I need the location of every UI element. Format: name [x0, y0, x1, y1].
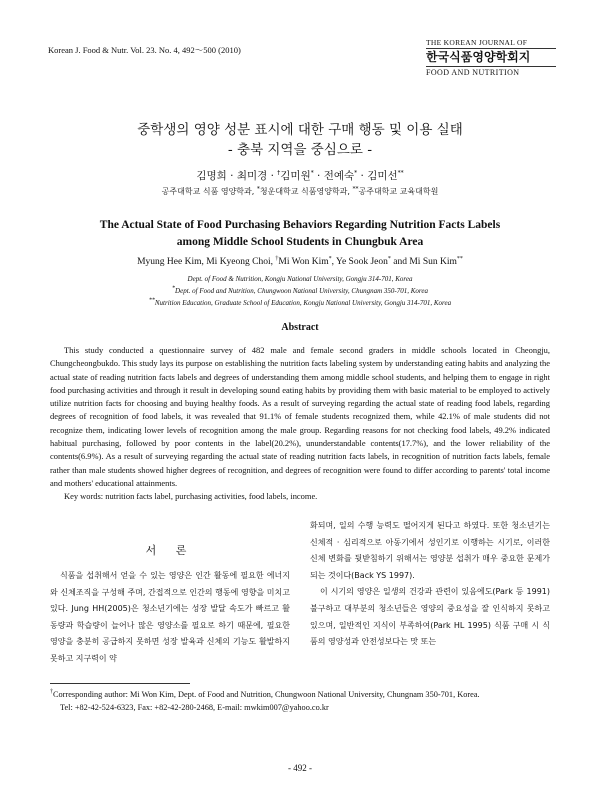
author-ko: 최미경: [236, 170, 268, 182]
author-ko: 전예숙: [323, 170, 355, 182]
author-en: , Ye Sook Jeon: [331, 257, 388, 267]
abstract-text: This study conducted a questionnaire survey of 482 male and female second graders in middle schools located in Cheongju, Chungcheongbukdo. This study lays its purpose on establishing the nutrition facts labeling system by understanding eating habits and analyzing the actual state of reading nutrition facts labels and degrees of understanding them among middle school students, and helping them to engage in right food purchasing activities and through it result in developing sound eating habits by providing them with basic material to be employed to actively utilize nutrition facts for choosing and buying healthy foods. As a result of surveying regarding the actual state of reading food labels, regarding degrees of recognition of food labels, it was revealed that 91.1% of female students recognized them, while 42.1% of male students did not recognize them, indicating lower levels of recognition among the male group. Regarding reasons for not checking food labels, 49.2% indicated habitual purchasing, followed by poor contents in the label(20.2%), ununderstandable contents(17.7%), and the lower reliability of the contents(6.9%). As a result of surveying regarding the actual state of reading nutrition facts labels, in recognition of nutrition facts labels, female rather than male students showed higher degrees of recognition, and degrees of recognition were found to differ according to parents' total income and mothers' educational attainments.: [50, 345, 550, 488]
author-separator: ·: [226, 170, 237, 182]
journal-name-ko: 한국식품영양학회지: [426, 50, 531, 64]
author-ko: 김미선: [367, 170, 398, 182]
affiliation-mark: *: [172, 285, 176, 292]
affiliation-mark: *: [387, 255, 391, 262]
paragraph: 화되며, 일의 수행 능력도 떨어지게 된다고 하였다. 또한 청소년기는 신체적 · 심리적으로 아동기에서 성인기로 이행하는 시기로, 이러한 신체 변화를 뒷받침하기 위해서는 영양분 섭취가 매우 중요한 문제가 되는 것이다(Back YS 1997).: [310, 521, 550, 580]
korean-title-line2: - 충북 지역을 중심으로 -: [227, 142, 373, 158]
body-column-right: [310, 518, 550, 651]
corresponding-mark: †: [275, 255, 279, 262]
corresponding-mark: †: [277, 169, 281, 177]
abstract-heading: Abstract: [281, 322, 319, 333]
korean-title: [0, 120, 600, 160]
journal-name-en-bottom: FOOD AND NUTRITION: [426, 68, 520, 77]
affiliation-text: Nutrition Education, Graduate School of Education, Kongju National University, Gongju 314-701, Korea: [154, 299, 452, 307]
author-separator: ·: [313, 170, 324, 182]
journal-logo-rule: [426, 66, 556, 67]
journal-citation: Korean J. Food & Nutr. Vol. 23. No. 4, 492～500 (2010): [48, 45, 241, 55]
footnote-line1: [50, 688, 555, 701]
footnote-divider: [50, 683, 190, 684]
page-number: - 492 -: [288, 763, 312, 773]
body-column-left: [50, 568, 290, 668]
abstract: [50, 344, 550, 504]
affiliation-mark: **: [352, 185, 359, 193]
english-title-line1: The Actual State of Food Purchasing Behaviors Regarding Nutrition Facts Labels: [99, 219, 501, 231]
affiliation-mark: **: [148, 297, 155, 304]
keywords: Key words: nutrition facts label, purchasing activities, food labels, income.: [64, 491, 318, 502]
corresponding-author-footnote: [50, 688, 555, 714]
english-authors: [0, 257, 600, 267]
affiliation-ko: 공주대학교 교육대학원: [358, 187, 439, 196]
english-affiliation-1: Dept. of Food & Nutrition, Kongju National University, Gongju 314-701, Korea: [187, 275, 413, 283]
affiliation-mark: *: [328, 255, 332, 262]
author-ko: 김명희: [196, 170, 227, 182]
author-en: and Mi Sun Kim: [390, 257, 457, 267]
author-en: Mi Won Kim: [278, 257, 329, 267]
author-en: Myung Hee Kim, Mi Kyeong Choi,: [137, 257, 276, 267]
english-title-line2: among Middle School Students in Chungbuk Area: [176, 236, 424, 248]
footnote-text: Corresponding author: Mi Won Kim, Dept. of Food and Nutrition, Chungwoon National University, Chungnam 350-701, Korea.: [53, 690, 480, 699]
affiliation-ko: 공주대학교 식품 영양학과,: [161, 187, 257, 196]
english-affiliation-3: [0, 299, 600, 307]
affiliation-text: Dept. of Food and Nutrition, Chungwoon National University, Chungnam 350-701, Korea: [175, 287, 428, 295]
affiliation-ko: 청운대학교 식품영양학과,: [259, 187, 353, 196]
affiliation-mark: *: [310, 169, 314, 177]
affiliation-mark: **: [456, 255, 463, 262]
korean-authors: [0, 168, 600, 183]
journal-logo-rule: [426, 48, 556, 49]
affiliation-mark: **: [397, 169, 404, 177]
footnote-line2: Tel: +82-42-524-6323, Fax: +82-42-280-2468, E-mail: mwkim007@yahoo.co.kr: [60, 703, 329, 712]
author-ko: 김미원: [280, 170, 311, 182]
section-heading-introduction: 서 론: [145, 544, 195, 557]
journal-logo: [426, 38, 556, 77]
affiliation-mark: *: [354, 169, 358, 177]
english-title: [0, 217, 600, 251]
corresponding-mark: †: [50, 689, 53, 696]
author-separator: ·: [267, 170, 278, 182]
affiliation-mark: *: [256, 185, 260, 193]
paragraph: 이 시기의 영양은 일생의 건강과 관련이 있음에도(Park 등 1991) 불구하고 대부분의 청소년들은 영양의 중요성을 잘 인식하지 못하고 있으며, 일반적인 지식이 부족하여(Park HL 1995) 식품 구매 시 식품의 영양성과 안전성보다는 맛 또는: [310, 587, 550, 647]
english-affiliation-2: [0, 287, 600, 295]
paragraph: 식품을 섭취해서 얻을 수 있는 영양은 인간 활동에 필요한 에너지와 신체조직을 구성해 주며, 간접적으로 인간의 행동에 영향을 미치고 있다. Jung HH(2005)은 청소년기에는 성장 발달 속도가 빠르고 활동량과 학습량이 늘어나 많은 영양소를 필요로 하기 때문에, 필요한 영양을 충분히 공급하지 못하면 성장 발육과 신체의 기능도 활발하지 못하고 지구력이 약: [50, 571, 290, 663]
journal-name-en-top: THE KOREAN JOURNAL OF: [426, 38, 528, 47]
korean-affiliations: [0, 186, 600, 197]
author-separator: ·: [357, 170, 368, 182]
korean-title-line1: 중학생의 영양 성분 표시에 대한 구매 행동 및 이용 실태: [137, 122, 463, 138]
